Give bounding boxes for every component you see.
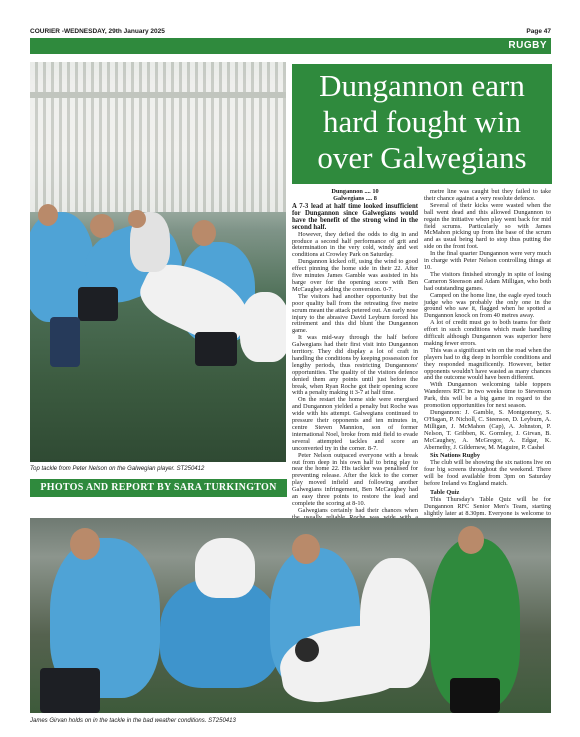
player-head — [128, 210, 146, 228]
article-paragraph: The club will be showing the six nations live on four big screens throughout the weekend. There will be food available from 3pm on Saturday before Ireland vs England match. — [424, 459, 551, 488]
byline: PHOTOS AND REPORT BY SARA TURKINGTON — [30, 479, 287, 497]
article-paragraph: However, they defied the odds to dig in and produce a second half performance of grit and determination in the very cold, windy and wet conditions at Crowley Park on Saturday. — [292, 230, 418, 259]
subheading: Table Quiz — [430, 488, 460, 496]
article-paragraph: The visitors had another opportunity but the poor quality ball from the retreating five metre scrum meant the attack petered out. An early nose injury to the abrasive David Leyburn forced his retirement and this did blunt the Dungannon game. — [292, 292, 418, 335]
subheading: Six Nations Rugby — [430, 452, 481, 460]
player-shorts — [195, 332, 237, 366]
score-line: Galwegians .... 8 — [333, 194, 377, 202]
article-paragraph: The visitors finished strongly in spite of losing Cameron Steenson and Adam Milligan, who both had outstanding games. — [424, 270, 551, 292]
article-paragraph: Peter Nelson outpaced everyone with a break out from deep in his own half to bring play to near the home 22. His tackler was penalised for preventing release. After the kick to the corner play moved infield and following another Galwegians infringement, Ben McCaughey had an easy three points to restore the lead and complete the scoring at 8-10. — [292, 451, 418, 507]
article-paragraph: Several of their kicks were wasted when the ball went dead and this allowed Dungannon to regain the initiative when play went back for mid field scrums. Particularly so with James McMahon picking up from the base of the scrum and as usual being hard to stop thus putting the side on the front foot. — [424, 201, 551, 251]
opponent-figure — [240, 292, 286, 362]
article-paragraph: Galwegians certainly had their chances when — [298, 506, 418, 514]
photo-caption: James Girvan holds on in the tackle in the bad weather conditions. ST250413 — [30, 718, 236, 724]
score-line: Dungannon .... 10 — [331, 188, 379, 195]
player-head — [70, 528, 100, 560]
article-paragraph: A lot of credit must go to both teams for their effort in such conditions which made handling difficult although Dungannon was superior here making fewer errors. — [424, 319, 551, 347]
article-paragraph: This Thursday's Table Quiz will be for Dungannon RFC Senior Men's Team, starting slightly later at 8.30pm. Everyone is welcome to — [424, 495, 551, 517]
article-paragraph: With Dungannon welcoming table toppers Wanderers RFC in two weeks time to Stevenson Park, this will be a big game in regard to the promotion opportunities for next season. — [424, 381, 551, 410]
article-paragraph: On the restart the home side were energised and Dungannon yielded a penalty but Roche was wide with his attempt. Galwegians continued to pressure their opponents and ten minutes in, centre Steven Mannion, son of former international Noel, broke from mid field to evade several attempted tackles and score an unconverted try in the corner. 8-7. — [292, 396, 418, 452]
scrum-photo — [30, 518, 551, 713]
article-paragraph: Dungannon kicked off, using the wind to good effect pinning the home side in their 22. After five minutes James Gamble was assisted in his barge over for the opening score with Ben McCaughey adding the conversion. 0-7. — [292, 258, 418, 293]
article-paragraph: This was a significant win on the road when the players had to dig deep in horrible conditions and they responded magnificently. However, better opponents wouldn't have wasted as many chances and the outcome would have been different. — [424, 346, 551, 382]
article-column-2 — [424, 189, 551, 525]
player-head — [90, 214, 114, 238]
player-shorts — [78, 287, 118, 321]
player-head — [458, 526, 484, 554]
article-column-1 — [292, 189, 418, 536]
article-paragraph: In the final quarter Dungannon were very much in charge with Peter Nelson controlling things at 10. — [424, 250, 551, 271]
player-head — [192, 220, 216, 246]
headline: Dungannon earn hard fought win over Galwegians — [292, 64, 552, 184]
publication-date: COURIER -WEDNESDAY, 29th January 2025 — [30, 28, 165, 35]
opponent-figure — [195, 538, 255, 598]
photo-caption: Top tackle from Peter Nelson on the Galwegian player. ST250412 — [30, 466, 205, 472]
player-head — [38, 204, 58, 226]
tackle-photo — [30, 62, 286, 462]
fence-background — [30, 62, 286, 212]
player-shorts — [450, 678, 500, 713]
page-number: Page 47 — [526, 28, 551, 35]
article-paragraph: metre line was caught but they failed to take their chance against a very resolute defence. — [424, 188, 551, 202]
page-header — [30, 27, 551, 37]
team-list: Dungannon: J. Gamble, S. Montgomery, S. O'Hagan, P. Nicholl, C. Steenson, D. Leyburn, A. Milligan, J. McMahon (Cap), A. Johnston, P. Nelson, T. Gribben, K. Gormley, J. Girvan, B. McCaughey, A. McGregor, A. Edgar, K. Abernethy, J. Gildernew, M. Maguire, P. Cashel — [424, 409, 551, 451]
player-shorts — [50, 317, 80, 367]
player-head — [295, 638, 319, 662]
opponent-figure — [360, 558, 430, 688]
player-shorts — [40, 668, 100, 713]
lead-paragraph: A 7-3 lead at half time looked insufficient for Dungannon since Galwegians would have the benefit of the strong wind in the second half. — [292, 202, 418, 232]
section-banner — [30, 38, 551, 54]
section-label: RUGBY — [508, 40, 547, 51]
player-head — [292, 534, 320, 564]
article-paragraph: Camped on the home line, the eagle eyed touch judge who was probably the only one in the ground who saw it, flagged when he spotted a Dungannon knock on from 40 metres away. — [424, 291, 551, 320]
article-paragraph: It was mid-way through the half before Galwegians had their first visit into Dungannon territory. They did display a lot of craft in handling the conditions by keeping possession for lengthy periods, thus restricting Dungannons' opportunities. The quality of the visitors defence denied them any points until just before the break, when Ryan Roche got their opening score with a penalty making it 3-7 at half time. — [292, 334, 418, 397]
